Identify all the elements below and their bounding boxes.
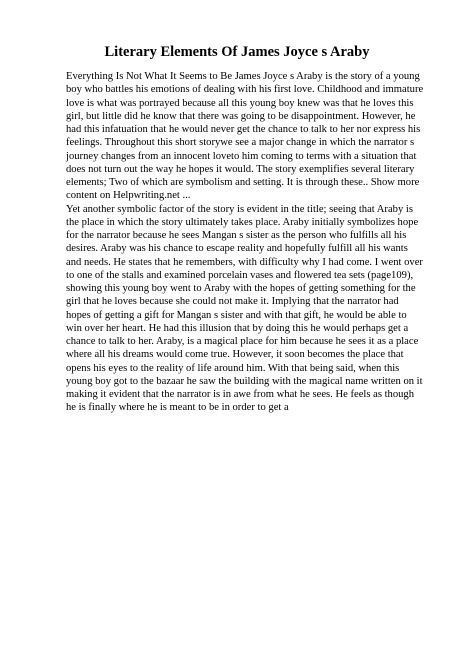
body-line: Everything Is Not What It Seems to Be James Joyce s Araby is the story of a young: [66, 71, 420, 82]
body-line: love is what was portrayed because all this young boy knew was that he loves this: [66, 97, 414, 109]
body-line: making it evident that the narrator is in awe from what he sees. He feels as though: [66, 389, 415, 400]
body-line: for the narrator because he sees Mangan s sister as the person who fulfills all his: [66, 230, 407, 241]
body-line: the place in which the story ultimately takes place. Araby initially symbolizes hope: [66, 216, 419, 228]
body-line: had this infatuation that he would never get the chance to talk to her nor express his: [66, 124, 421, 135]
body-line: journey changes from an innocent loveto him coming to terms with a situation that: [66, 150, 417, 162]
body-line: opens his eyes to the reality of life around him. With that being said, when this: [66, 362, 400, 374]
body-line: boy who battles his emotions of dealing with his first love. Childhood and immature: [66, 84, 424, 96]
body-line: girl that he loves because she could not make it. Implying that the narrator had: [66, 296, 399, 308]
body-line: showing this young boy went to Araby with the hopes of getting something for the: [66, 283, 416, 294]
body-line: chance to talk to her. Araby, is a magical place for him because he sees it as a place: [66, 336, 419, 347]
body-line: desires. Araby was his chance to escape reality and hopefully fulfill all his wants: [66, 243, 408, 255]
body-line: win over her heart. He had this illusion that by doing this he would perhaps get a: [66, 322, 409, 334]
body-line: elements; Two of which are symbolism and setting. It is through these.. Show more: [66, 177, 420, 188]
body-line: feelings. Throughout this short storywe see a major change in which the narrator s: [66, 137, 415, 149]
body-line: young boy got to the bazaar he saw the building with the magical name written on it: [66, 375, 423, 387]
body-line: content on Helpwriting.net ...: [66, 190, 191, 202]
body-line: to one of the stalls and examined porcelain vases and flowered tea sets (page109),: [66, 269, 414, 281]
body-line: he is finally where he is meant to be in order to get a: [66, 402, 289, 414]
body-line: girl, but little did he know that there was going to be disappointment. However, he: [66, 110, 416, 122]
document-title: Literary Elements Of James Joyce s Araby: [104, 44, 370, 60]
body-line: hopes of getting a gift for Mangan s sister and with that gift, he would be able to: [66, 309, 407, 321]
body-line: Yet another symbolic factor of the story is evident in the title; seeing that Araby is: [66, 203, 413, 215]
document-body: [66, 70, 424, 415]
body-line: and needs. He states that he remembers, with difficulty why I had come. I went over: [66, 256, 423, 268]
body-line: where all his dreams would come true. However, it soon becomes the place that: [66, 349, 404, 361]
body-line: does not turn out the way he hopes it would. The story exemplifies several literary: [66, 163, 415, 175]
